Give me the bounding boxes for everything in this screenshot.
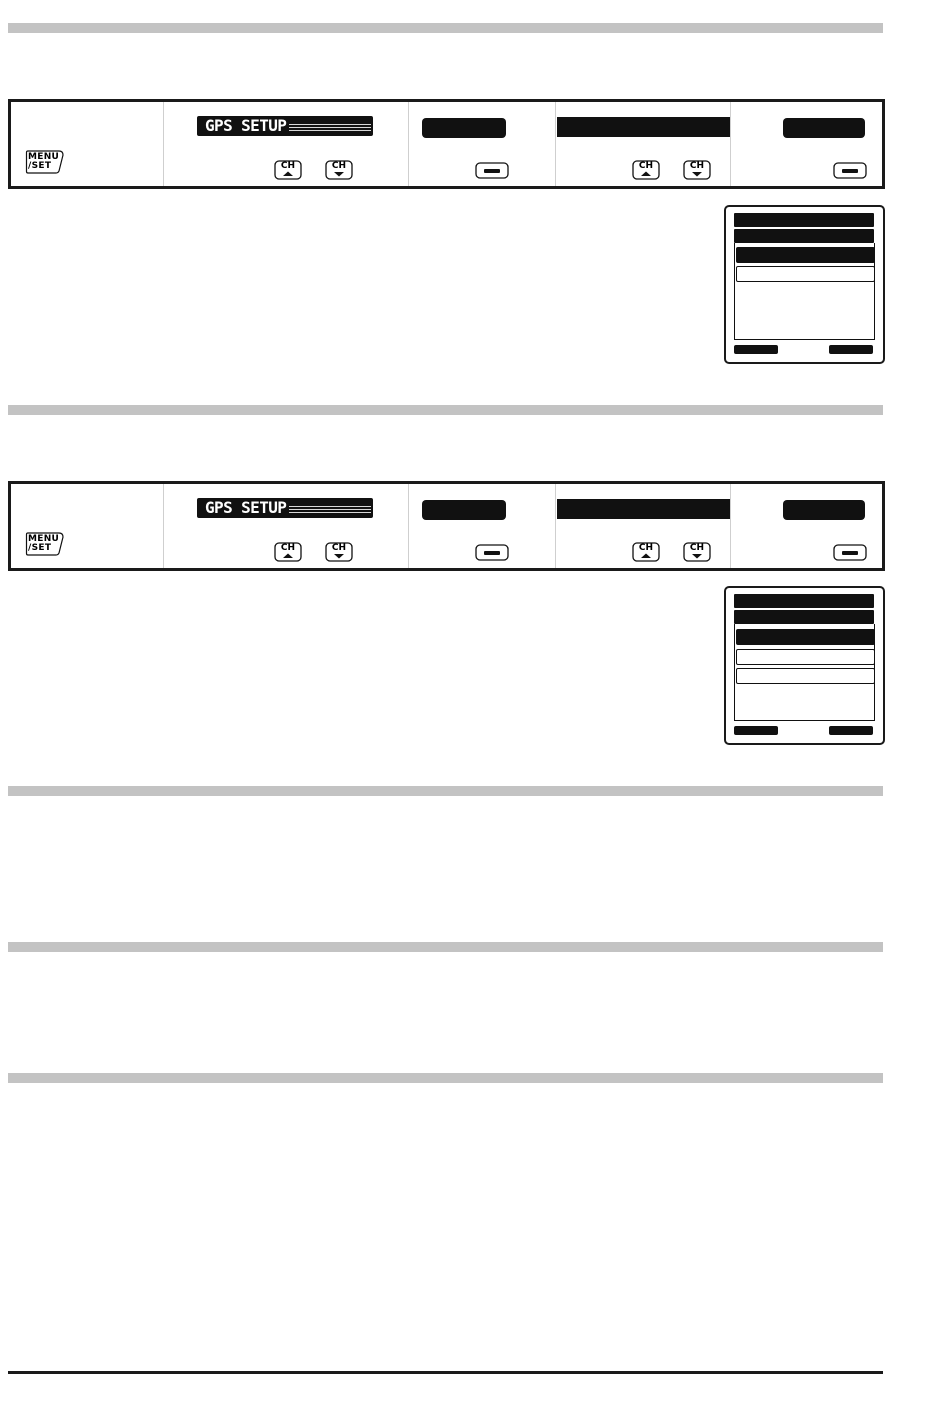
option-highlight xyxy=(783,500,865,520)
soft-key-icon xyxy=(833,544,867,561)
menu-key-label: MENU xyxy=(28,534,60,544)
ch-down-key-icon: CH xyxy=(325,542,353,562)
menu-set-key-icon xyxy=(25,150,63,174)
ch-down-key-icon: CH xyxy=(683,542,711,562)
menu-item-highlight xyxy=(422,118,506,138)
procedure-step-box-2 xyxy=(8,481,885,571)
submenu-highlight xyxy=(557,499,730,519)
lcd-list-item xyxy=(736,649,875,665)
lcd-soft-key-right xyxy=(829,345,873,354)
ch-up-key-icon: CH xyxy=(632,160,660,180)
soft-key-icon xyxy=(475,162,509,179)
gps-setup-label: GPS SETUP xyxy=(205,116,289,136)
soft-key-icon xyxy=(475,544,509,561)
gps-setup-menu-bar xyxy=(197,498,373,518)
ch-up-key-icon: CH xyxy=(274,542,302,562)
lcd-selected-item xyxy=(736,629,875,645)
lcd-list-item xyxy=(736,668,875,684)
lcd-screen-illustration-1 xyxy=(724,205,885,364)
soft-key-icon xyxy=(833,162,867,179)
section-rule-1 xyxy=(8,23,883,33)
lcd-subtitle-bar xyxy=(734,610,874,624)
lcd-subtitle-bar xyxy=(734,229,874,243)
step-divider xyxy=(730,102,731,186)
lcd-title-bar xyxy=(734,594,874,608)
lcd-soft-key-right xyxy=(829,726,873,735)
step-divider xyxy=(555,484,556,568)
lcd-soft-key-left xyxy=(734,726,778,735)
ch-up-key-icon: CH xyxy=(274,160,302,180)
step-divider xyxy=(408,484,409,568)
gps-setup-label: GPS SETUP xyxy=(205,498,289,518)
step-divider xyxy=(555,102,556,186)
gps-setup-menu-bar xyxy=(197,116,373,136)
lcd-title-bar xyxy=(734,213,874,227)
lcd-selected-item xyxy=(736,247,875,263)
ch-up-key-icon: CH xyxy=(632,542,660,562)
lcd-screen-illustration-2 xyxy=(724,586,885,745)
page-footer-rule xyxy=(8,1371,883,1374)
lcd-soft-key-left xyxy=(734,345,778,354)
step-divider xyxy=(163,484,164,568)
submenu-highlight xyxy=(557,117,730,137)
procedure-step-box-1 xyxy=(8,99,885,189)
step-divider xyxy=(730,484,731,568)
option-highlight xyxy=(783,118,865,138)
step-divider xyxy=(163,102,164,186)
lcd-list-item xyxy=(736,266,875,282)
step-divider xyxy=(408,102,409,186)
section-rule-4 xyxy=(8,942,883,952)
section-rule-2 xyxy=(8,405,883,415)
section-rule-3 xyxy=(8,786,883,796)
ch-down-key-icon: CH xyxy=(325,160,353,180)
set-key-label: /SET xyxy=(28,161,52,171)
set-key-label: /SET xyxy=(28,543,52,553)
ch-down-key-icon: CH xyxy=(683,160,711,180)
menu-key-label: MENU xyxy=(28,152,60,162)
section-rule-5 xyxy=(8,1073,883,1083)
menu-set-key-icon xyxy=(25,532,63,556)
menu-item-highlight xyxy=(422,500,506,520)
